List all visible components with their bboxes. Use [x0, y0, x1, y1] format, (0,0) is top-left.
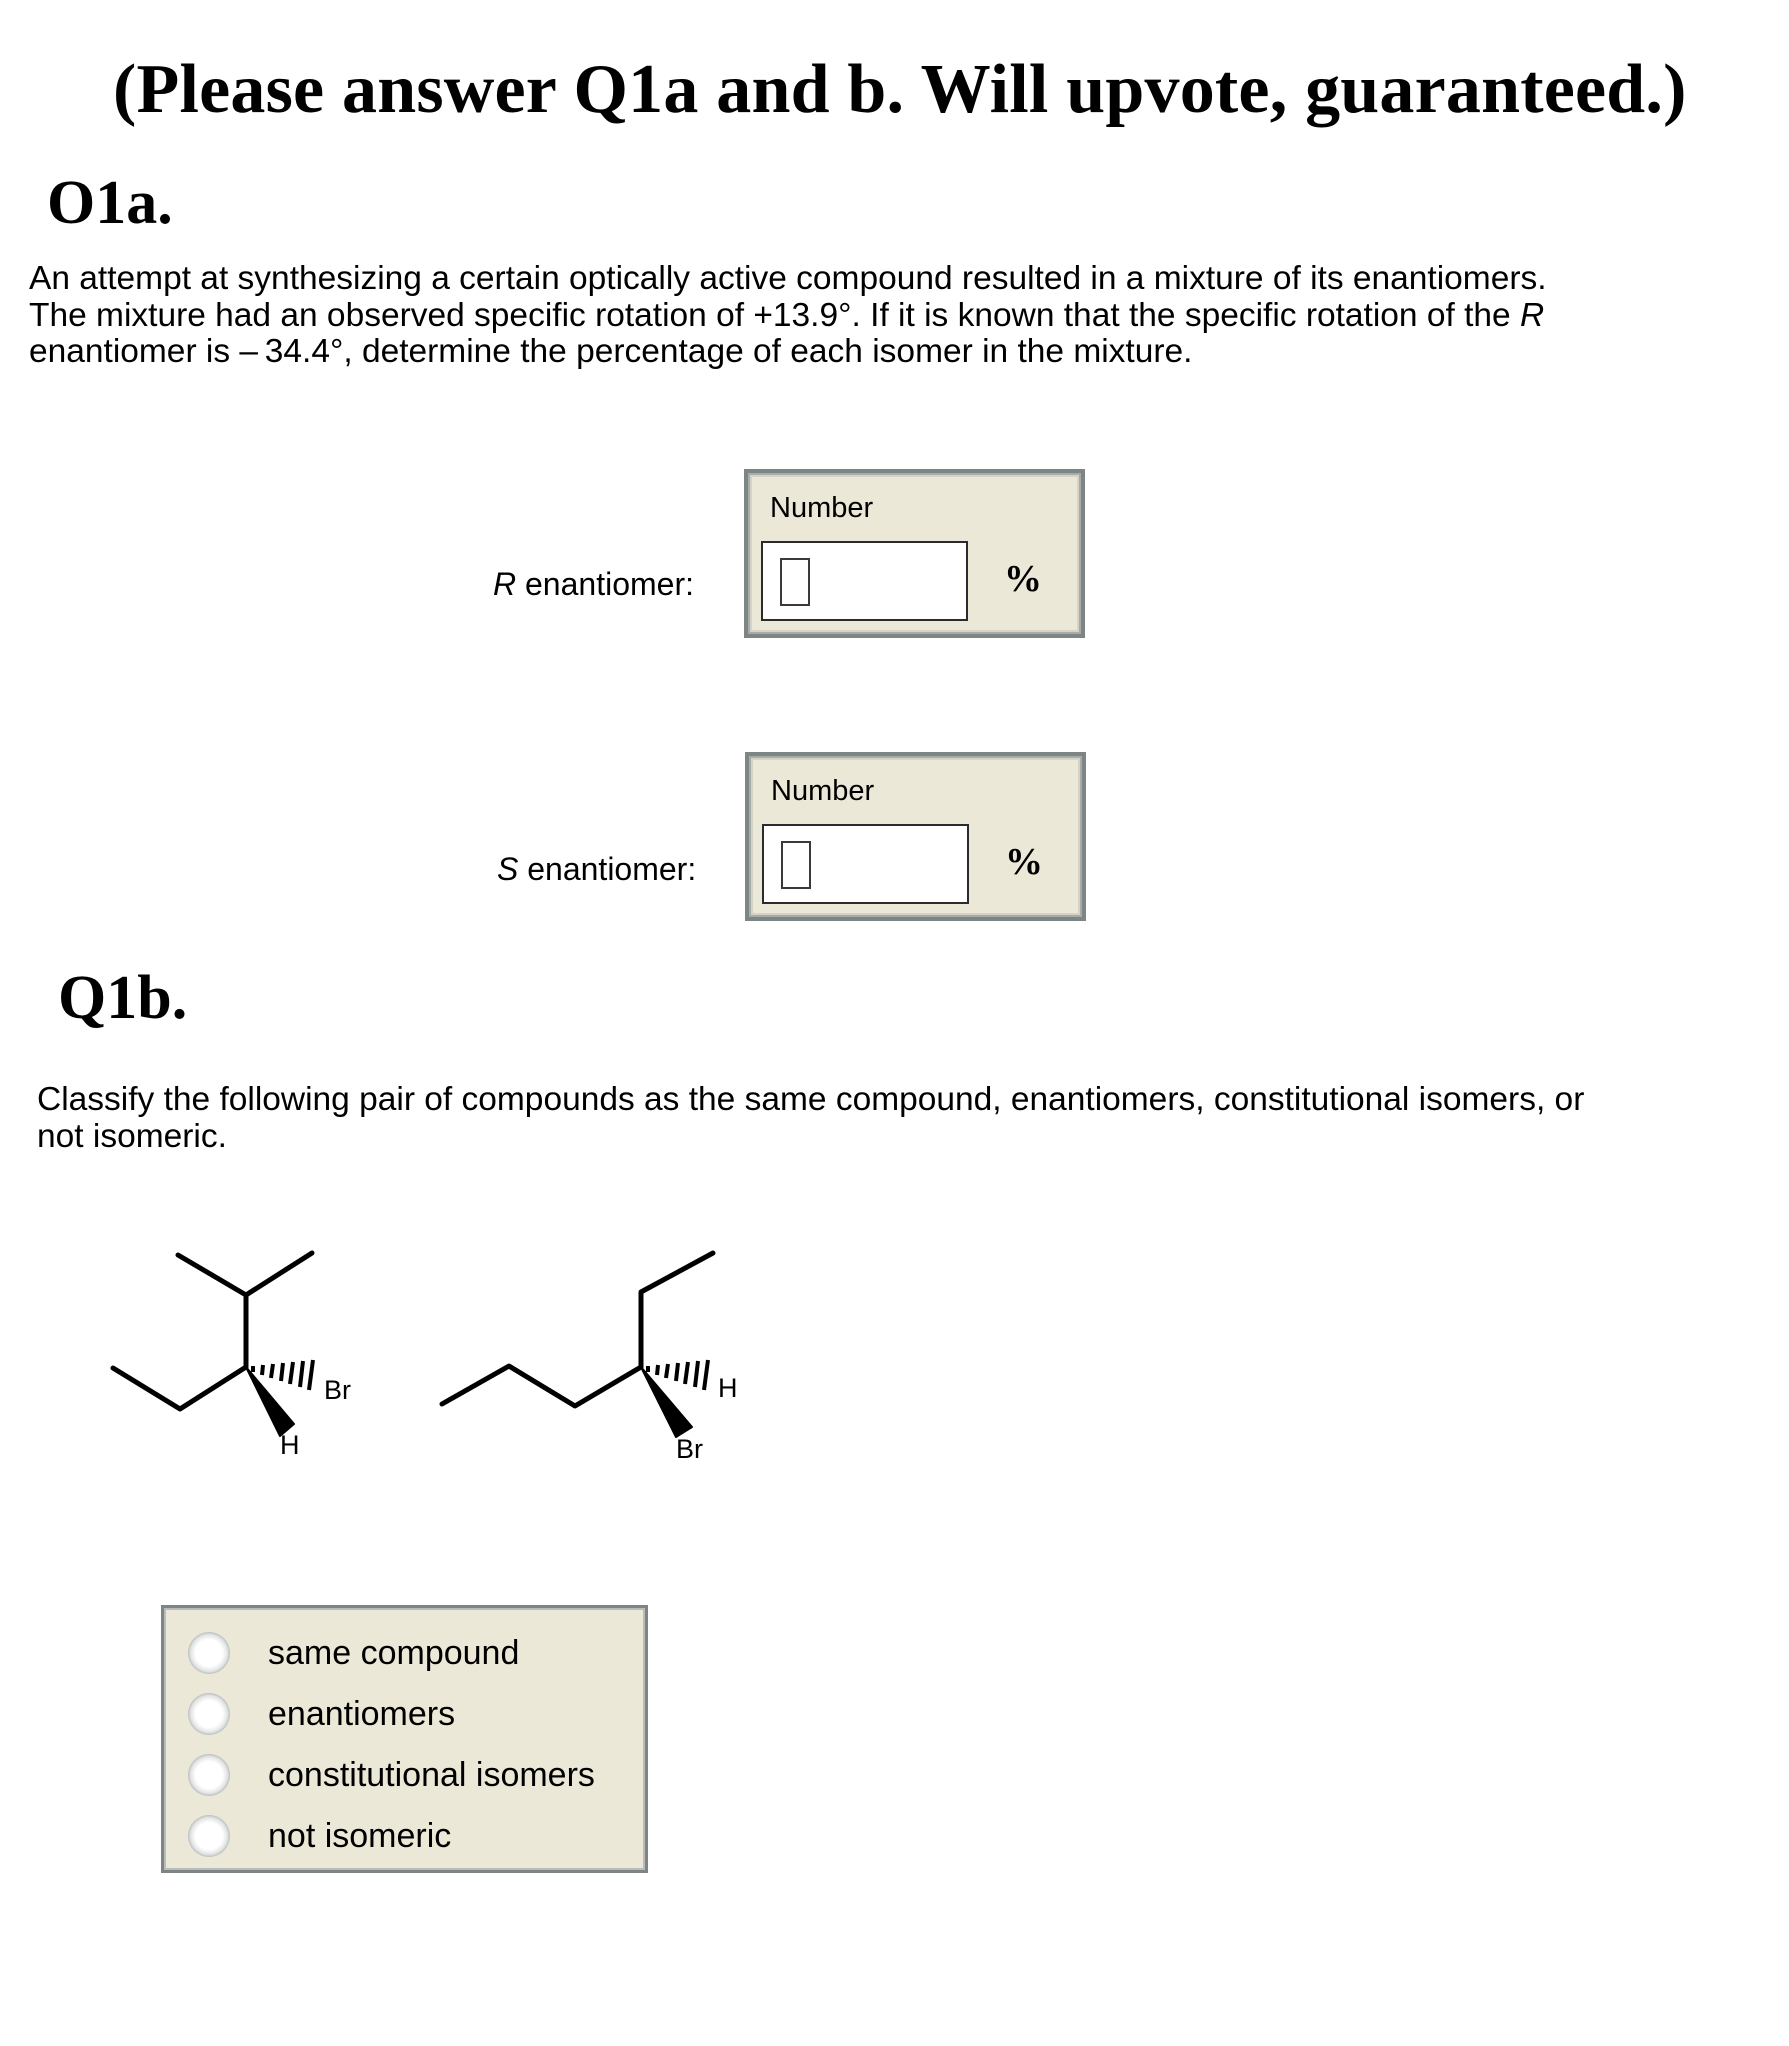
compound-2-ethyl-chain — [641, 1253, 713, 1367]
compound-2-dash-substituent: H — [718, 1373, 738, 1403]
option-label: constitutional isomers — [268, 1756, 595, 1794]
prompt-line: An attempt at synthesizing a certain optically active compound resulted in a mixture of its enantiomers. — [29, 260, 1547, 297]
compound-1-dash-substituent: Br — [324, 1375, 351, 1405]
percent-unit: % — [1004, 558, 1042, 600]
percent-unit: % — [1005, 841, 1043, 883]
text-cursor-icon — [780, 558, 810, 606]
option-label: same compound — [268, 1634, 520, 1672]
prompt-line: Classify the following pair of compounds as the same compound, enantiomers, constitutional isomers, or — [37, 1081, 1585, 1118]
option-label: not isomeric — [268, 1817, 452, 1855]
compound-1-structure — [113, 1253, 313, 1436]
label-text: enantiomer: — [516, 566, 694, 602]
r-enantiomer-label — [493, 566, 694, 602]
option-label: enantiomers — [268, 1695, 456, 1733]
compound-1-ethyl-chain — [113, 1367, 246, 1409]
compound-2-wedge-substituent: Br — [676, 1434, 703, 1464]
question-1b-prompt — [37, 1082, 1584, 1155]
option-enantiomers[interactable] — [164, 1686, 645, 1742]
text-cursor-icon — [781, 841, 811, 889]
r-enantiomer-answer-panel — [744, 469, 1085, 638]
question-1b-heading: Q1b. — [58, 964, 188, 1032]
label-text: enantiomer: — [518, 851, 697, 887]
prompt-italic-r: R — [1520, 296, 1545, 334]
compound-2-skeleton — [442, 1366, 641, 1406]
option-constitutional-isomers[interactable] — [164, 1747, 645, 1803]
number-label: Number — [770, 492, 874, 524]
prompt-line: enantiomer is – 34.4°, determine the percentage of each isomer in the mixture. — [29, 333, 1193, 370]
radio-button-icon[interactable] — [188, 1754, 230, 1796]
radio-button-icon[interactable] — [188, 1632, 230, 1674]
compound-pair-structures — [0, 1230, 800, 1490]
question-1a-prompt — [29, 261, 1547, 371]
page-title: (Please answer Q1a and b. Will upvote, guaranteed.) — [113, 51, 1687, 128]
compound-2-structure — [442, 1253, 713, 1437]
prompt-line — [29, 298, 1547, 335]
number-label: Number — [771, 775, 875, 807]
classification-options-panel — [161, 1605, 648, 1873]
s-enantiomer-answer-panel — [745, 752, 1086, 921]
prompt-line-text: The mixture had an observed specific rotation of +13.9°. If it is known that the specific rotation of the — [29, 296, 1520, 334]
option-not-isomeric[interactable] — [164, 1808, 645, 1864]
compound-1-wedge-substituent: H — [280, 1430, 300, 1460]
radio-button-icon[interactable] — [188, 1815, 230, 1857]
prompt-line: not isomeric. — [37, 1117, 227, 1155]
label-italic: S — [497, 851, 519, 887]
compound-1-skeleton — [178, 1253, 312, 1295]
question-1a-heading: O1a. — [47, 169, 173, 237]
radio-button-icon[interactable] — [188, 1693, 230, 1735]
label-italic: R — [493, 566, 517, 602]
option-same-compound[interactable] — [164, 1625, 645, 1681]
s-enantiomer-label — [497, 851, 696, 887]
